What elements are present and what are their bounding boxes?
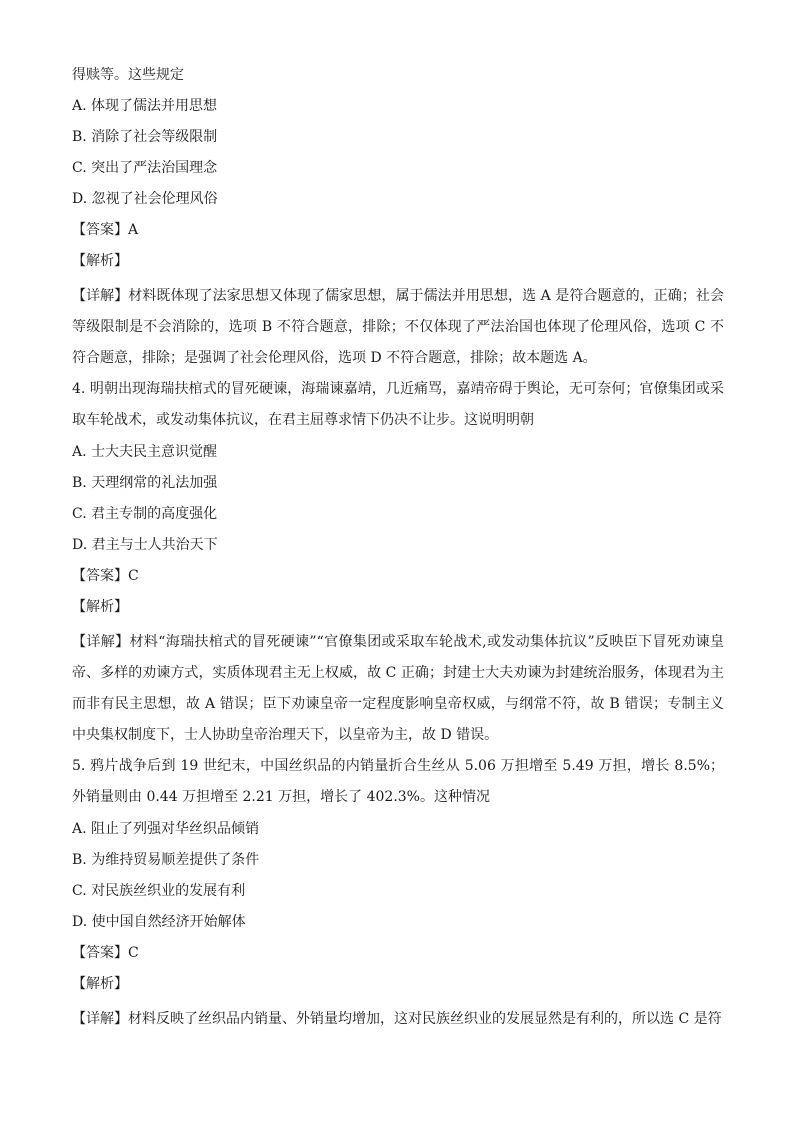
- q4-option-d: D. 君主与士人共治天下: [72, 537, 218, 553]
- q3-option-d: D. 忽视了社会伦理风俗: [72, 191, 218, 207]
- q3-option-a: A. 体现了儒法并用思想: [72, 98, 218, 114]
- q5-option-c: C. 对民族丝织业的发展有利: [72, 883, 246, 899]
- question5-stem: 5. 鸦片战争后到 19 世纪末，中国丝织品的内销量折合生丝从 5.06 万担增至 5.49 万担，增长 8.5%；外销量则由 0.44 万担增至 2.21 万担，增长了 402.3%。这种情况: [72, 758, 724, 805]
- q3-detail: 【详解】材料既体现了法家思想又体现了儒家思想，属于儒法并用思想，选 A 是符合题意的，正确；社会等级限制是不会消除的，选项 B 不符合题意，排除；不仅体现了严法治国也体现了伦理风俗，选项 C 不符合题意，排除；是强调了社会伦理风俗，选项 D 不符合题意，排除；故本题选 A。: [72, 288, 724, 366]
- q3-analysis-heading: 【解析】: [72, 253, 128, 269]
- q5-analysis-heading: 【解析】: [72, 976, 128, 992]
- question3-stem-tail: 得赎等。这些规定: [72, 67, 184, 83]
- q4-analysis-heading: 【解析】: [72, 599, 128, 615]
- q3-option-b: B. 消除了社会等级限制: [72, 129, 218, 145]
- q5-option-d: D. 使中国自然经济开始解体: [72, 914, 246, 930]
- question4-stem: 4. 明朝出现海瑞扶棺式的冒死硬谏，海瑞谏嘉靖，几近痛骂，嘉靖帝碍于舆论，无可奈何；官僚集团或采取车轮战术，或发动集体抗议，在君主屈尊求情下仍决不让步。这说明明朝: [72, 381, 724, 428]
- q4-option-b: B. 天理纲常的礼法加强: [72, 475, 218, 491]
- q3-option-c: C. 突出了严法治国理念: [72, 160, 218, 176]
- q4-answer: 【答案】C: [72, 568, 139, 584]
- q4-option-a: A. 士大夫民主意识觉醒: [72, 444, 218, 460]
- q4-detail: 【详解】材料“海瑞扶棺式的冒死硬谏”“官僚集团或采取车轮战术,或发动集体抗议”反映臣下冒死劝谏皇帝、多样的劝谏方式，实质体现君主无上权威，故 C 正确；封建士大夫劝谏为封建统治服务，体现君为主而非有民主思想，故 A 错误；臣下劝谏皇帝一定程度影响皇帝权威，与纲常不符，故 B 错误；专制主义中央集权制度下，士人协助皇帝治理天下，以皇帝为主，故 D 错误。: [72, 634, 724, 743]
- q5-option-b: B. 为维持贸易顺差提供了条件: [72, 852, 260, 868]
- q5-answer: 【答案】C: [72, 945, 139, 961]
- q5-option-a: A. 阻止了列强对华丝织品倾销: [72, 821, 260, 837]
- q5-detail: 【详解】材料反映了丝织品内销量、外销量均增加，这对民族丝织业的发展显然是有利的，所以选 C 是符: [72, 1011, 722, 1027]
- document-page: [72, 64, 724, 1035]
- q3-answer: 【答案】A: [72, 222, 139, 238]
- q4-option-c: C. 君主专制的高度强化: [72, 506, 218, 522]
